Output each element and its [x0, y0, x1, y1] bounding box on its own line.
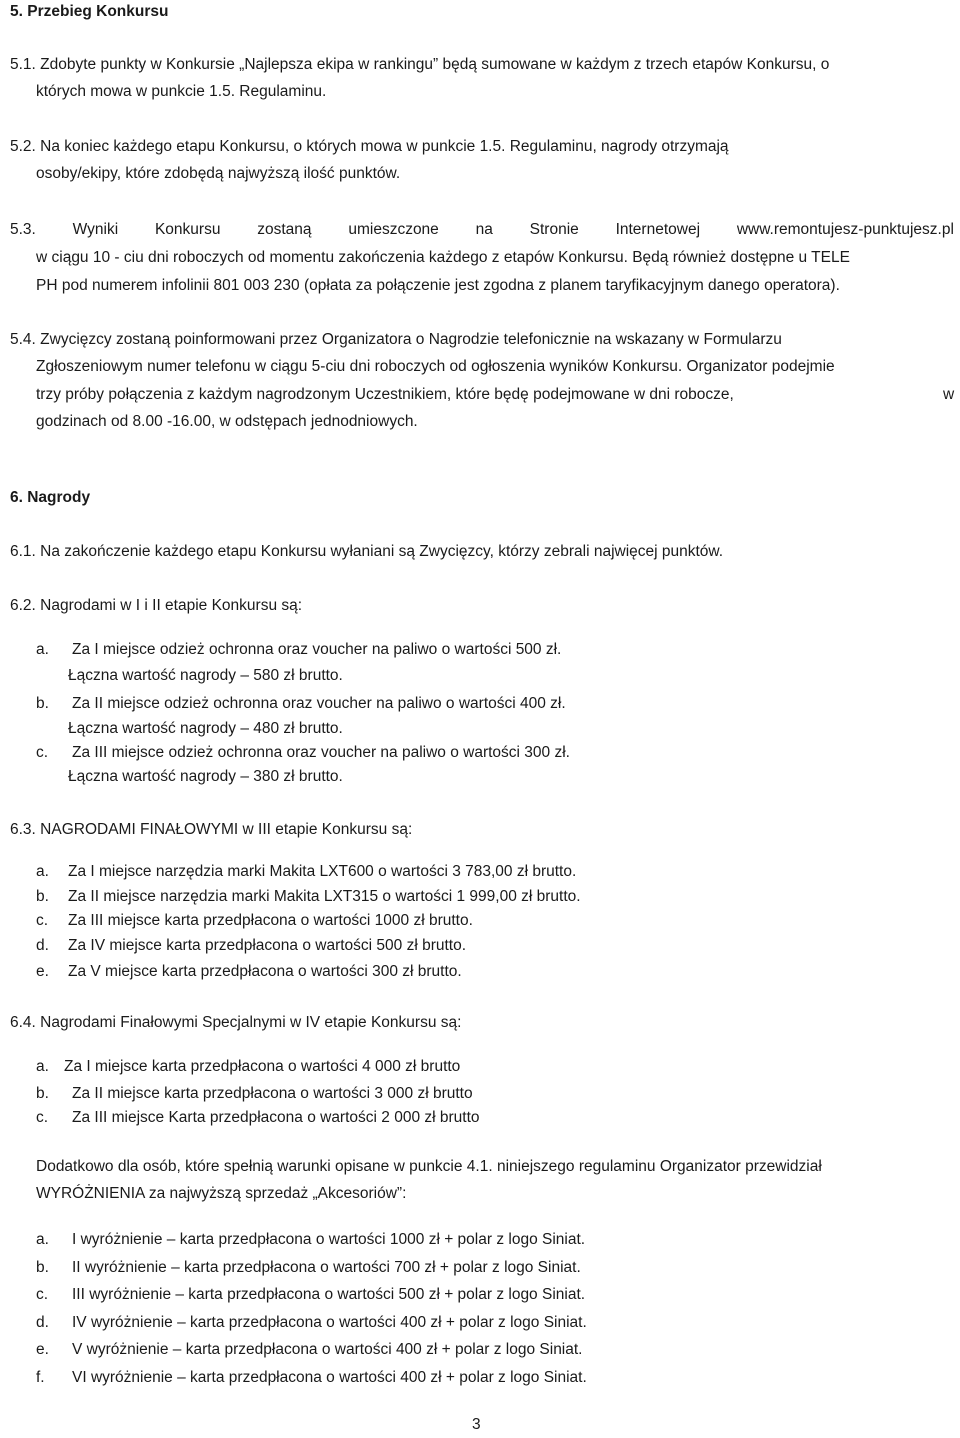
- list-label: a.: [36, 863, 49, 880]
- list-item-total: Łączna wartość nagrody – 480 zł brutto.: [68, 720, 343, 737]
- paragraph-5-4-line-1: 5.4. Zwycięzcy zostaną poinformowani przez Organizatora o Nagrodzie telefonicznie na wskazany w Formularzu: [10, 331, 782, 348]
- paragraph-5-4-line-3-end: w: [943, 386, 955, 403]
- list-item: Za II miejsce odzież ochronna oraz voucher na paliwo o wartości 400 zł.: [72, 695, 566, 712]
- list-label: c.: [36, 1286, 49, 1303]
- list-item: Za III miejsce odzież ochronna oraz voucher na paliwo o wartości 300 zł.: [72, 744, 570, 761]
- list-item: Za I miejsce odzież ochronna oraz voucher na paliwo o wartości 500 zł.: [72, 641, 562, 658]
- list-item-total: Łączna wartość nagrody – 380 zł brutto.: [68, 768, 343, 785]
- list-label: a.: [36, 1058, 49, 1075]
- paragraph-number: 5.3.: [10, 221, 36, 238]
- list-item: Za II miejsce karta przedpłacona o wartości 3 000 zł brutto: [72, 1085, 473, 1102]
- paragraph-5-4-line-3: trzy próby połączenia z każdym nagrodzonym Uczestnikiem, które będę podejmowane w dni robocze,: [36, 386, 734, 403]
- list-label: c.: [36, 1109, 49, 1126]
- list-item: Za III miejsce karta przedpłacona o wartości 1000 zł brutto.: [68, 912, 473, 929]
- list-label: d.: [36, 937, 49, 954]
- list-label: e.: [36, 963, 49, 980]
- list-item: Za V miejsce karta przedpłacona o wartości 300 zł brutto.: [68, 963, 462, 980]
- list-item: V wyróżnienie – karta przedpłacona o wartości 400 zł + polar z logo Siniat.: [72, 1341, 583, 1358]
- paragraph-5-3-line-3: PH pod numerem infolinii 801 003 230 (opłata za połączenie jest zgodna z planem taryfikacyjnym danego operatora).: [36, 277, 840, 294]
- paragraph-5-2-line-1: 5.2. Na koniec każdego etapu Konkursu, o których mowa w punkcie 1.5. Regulaminu, nagrody otrzymają: [10, 138, 729, 155]
- list-label: f.: [36, 1369, 45, 1386]
- list-item: I wyróżnienie – karta przedpłacona o wartości 1000 zł + polar z logo Siniat.: [72, 1231, 586, 1248]
- paragraph-5-2-line-2: osoby/ekipy, które zdobędą najwyższą ilość punktów.: [36, 165, 401, 182]
- list-label: d.: [36, 1314, 49, 1331]
- word: Wyniki: [72, 221, 119, 238]
- website-link[interactable]: www.remontujesz-punktujesz.pl: [736, 221, 954, 238]
- list-label: c.: [36, 744, 49, 761]
- paragraph-6-4: 6.4. Nagrodami Finałowymi Specjalnymi w IV etapie Konkursu są:: [10, 1014, 462, 1031]
- paragraph-6-3: 6.3. NAGRODAMI FINAŁOWYMI w III etapie Konkursu są:: [10, 821, 413, 838]
- paragraph-5-1-line-1: 5.1. Zdobyte punkty w Konkursie „Najlepsza ekipa w rankingu” będą sumowane w każdym z trzech etapów Konkursu, o: [10, 56, 830, 73]
- list-item: II wyróżnienie – karta przedpłacona o wartości 700 zł + polar z logo Siniat.: [72, 1259, 581, 1276]
- list-label: b.: [36, 695, 49, 712]
- list-item: III wyróżnienie – karta przedpłacona o wartości 500 zł + polar z logo Siniat.: [72, 1286, 586, 1303]
- list-label: a.: [36, 1231, 49, 1248]
- word: umieszczone: [348, 221, 439, 238]
- list-item-total: Łączna wartość nagrody – 580 zł brutto.: [68, 667, 343, 684]
- paragraph-6-2: 6.2. Nagrodami w I i II etapie Konkursu są:: [10, 597, 303, 614]
- list-item: Za III miejsce Karta przedpłacona o wartości 2 000 zł brutto: [72, 1109, 480, 1126]
- list-label: a.: [36, 641, 49, 658]
- word: zostaną: [257, 221, 312, 238]
- paragraph-5-3-line-2: w ciągu 10 - ciu dni roboczych od momentu zakończenia każdego z etapów Konkursu. Będą również dostępne u TELE: [36, 249, 850, 266]
- list-label: c.: [36, 912, 49, 929]
- word: na: [475, 221, 493, 238]
- list-label: e.: [36, 1341, 49, 1358]
- list-label: b.: [36, 1259, 49, 1276]
- paragraph-5-4-line-2: Zgłoszeniowym numer telefonu w ciągu 5-ciu dni roboczych od ogłoszenia wyników Konkursu. Organizator podejmie: [36, 358, 835, 375]
- list-item: Za I miejsce narzędzia marki Makita LXT600 o wartości 3 783,00 zł brutto.: [68, 863, 577, 880]
- list-label: b.: [36, 888, 49, 905]
- paragraph-5-4-line-4: godzinach od 8.00 -16.00, w odstępach jednodniowych.: [36, 413, 418, 430]
- paragraph-6-1: 6.1. Na zakończenie każdego etapu Konkursu wyłaniani są Zwycięzcy, którzy zebrali najwięcej punktów.: [10, 543, 724, 560]
- paragraph-5-3-line-1: [10, 220, 954, 240]
- list-item: VI wyróżnienie – karta przedpłacona o wartości 400 zł + polar z logo Siniat.: [72, 1369, 587, 1386]
- list-item: Za I miejsce karta przedpłacona o wartości 4 000 zł brutto: [64, 1058, 461, 1075]
- list-item: IV wyróżnienie – karta przedpłacona o wartości 400 zł + polar z logo Siniat.: [72, 1314, 587, 1331]
- paragraph-5-1-line-2: których mowa w punkcie 1.5. Regulaminu.: [36, 83, 327, 100]
- page-number: 3: [472, 1416, 481, 1433]
- list-label: b.: [36, 1085, 49, 1102]
- word: Stronie: [529, 221, 579, 238]
- list-item: Za II miejsce narzędzia marki Makita LXT315 o wartości 1 999,00 zł brutto.: [68, 888, 581, 905]
- list-item: Za IV miejsce karta przedpłacona o wartości 500 zł brutto.: [68, 937, 467, 954]
- extra-awards-line-2: WYRÓŻNIENIA za najwyższą sprzedaż „Akcesoriów”:: [36, 1185, 407, 1202]
- section-6-heading: 6. Nagrody: [10, 489, 91, 506]
- section-5-heading: 5. Przebieg Konkursu: [10, 3, 169, 20]
- word: Konkursu: [154, 221, 221, 238]
- word: Internetowej: [615, 221, 701, 238]
- extra-awards-line-1: Dodatkowo dla osób, które spełnią warunki opisane w punkcie 4.1. niniejszego regulaminu Organizator przewidział: [36, 1158, 822, 1175]
